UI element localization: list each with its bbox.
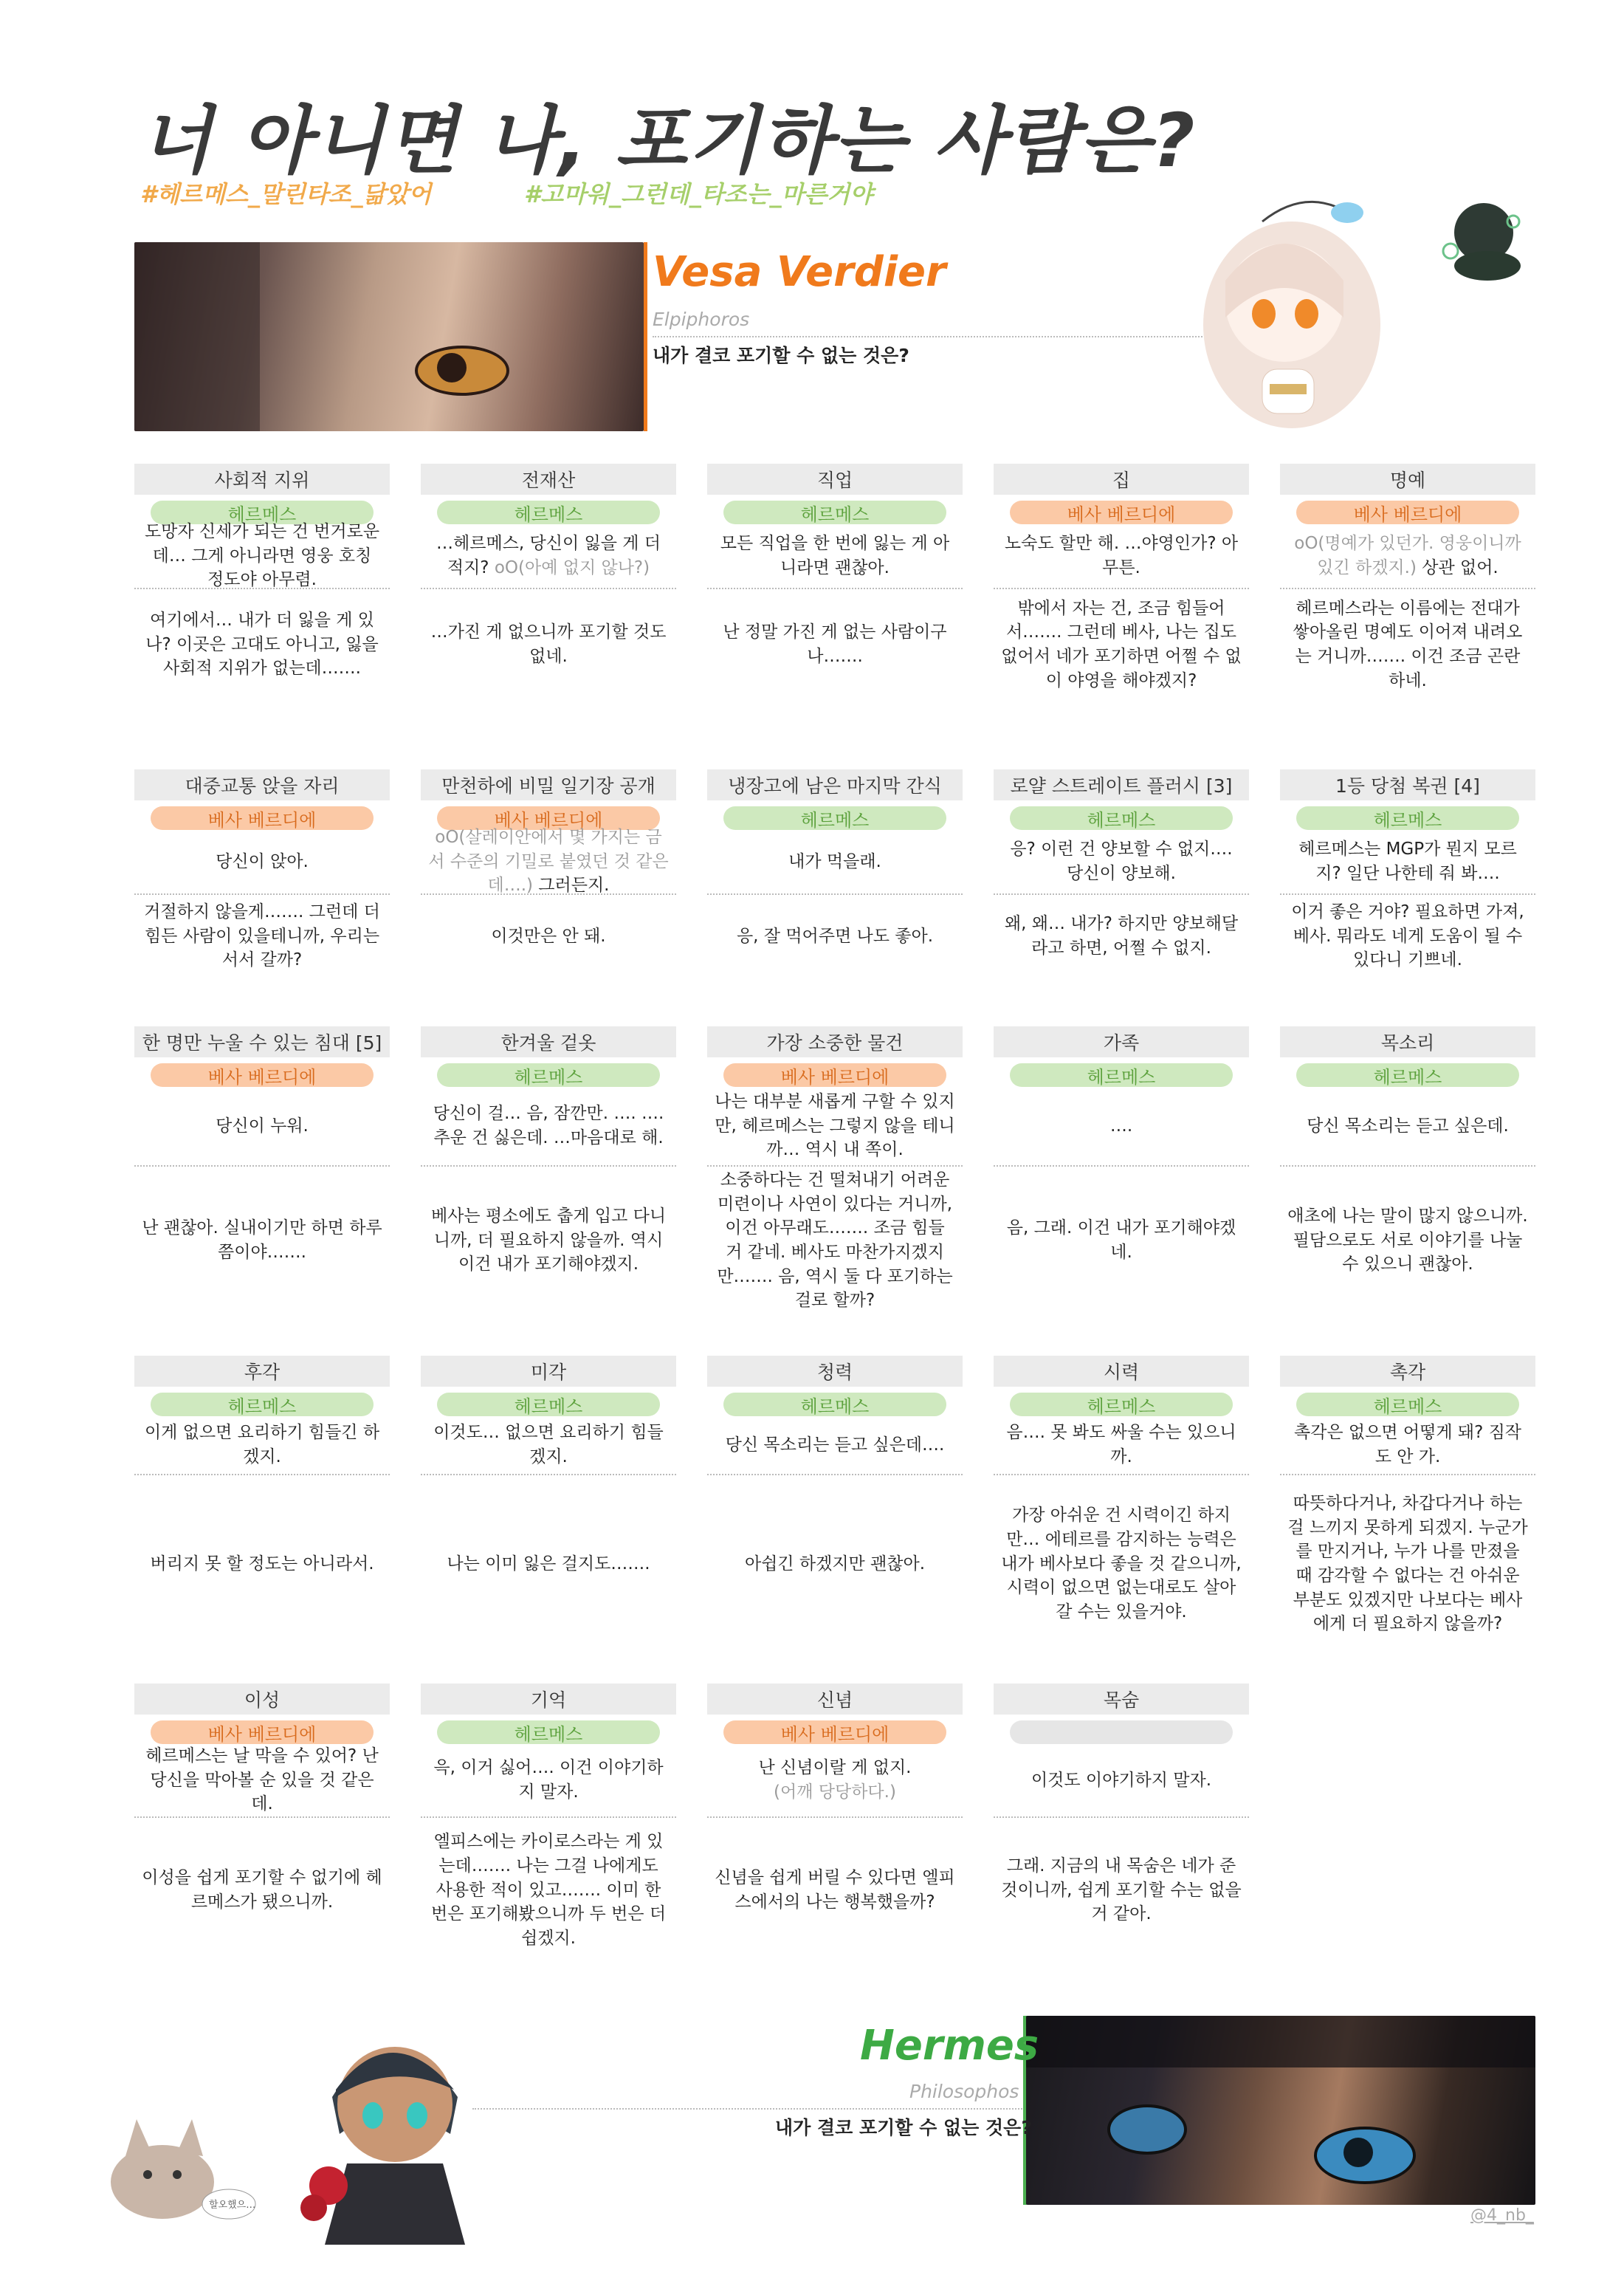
vesa-answer-text [428,1756,669,1804]
vesa-answer-text [759,1756,912,1804]
hermes-answer: 엘피스에는 카이로스라는 게 있는데……. 나는 그걸 나에게도 사용한 적이 있고……. 이미 한 번은 포기해봤으니까 두 번은 더 쉽겠지. [430,1832,667,1948]
speech-bubble-text: 할오했으… [209,2200,256,2211]
vesa-answer-line: 당신 목소리는 듣고 싶은데. [1307,1116,1509,1136]
vesa-answer [134,1744,390,1818]
vesa-answer [707,830,963,895]
hermes-answer: 이것만은 안 돼. [491,926,606,946]
card-category: 목숨 [994,1684,1249,1715]
vesa-answer-line: 헤르메스는 날 막을 수 있어? 난 당신을 막아볼 순 있을 것 같은데. [145,1746,379,1814]
card-category: 시력 [994,1356,1249,1387]
choice-card [421,769,676,978]
vesa-answer-text [142,1744,382,1816]
card-pick-badge: 베사 베르디에 [723,1720,946,1744]
choice-card [994,464,1249,700]
choice-card [707,1356,963,1653]
choice-card [994,769,1249,978]
vesa-answer-text [715,532,955,580]
hashtag-left: #헤르메스_말린타조_닮았어 [140,180,432,208]
hermes-title: Philosophos [909,2081,1019,2102]
hermes-answer: 따뜻하다거나, 차갑다거나 하는 걸 느끼지 못하게 되겠지. 누군가를 만지거나, 누가 나를 만졌을 때 감각할 수 없다는 건 아쉬운 부분도 있겠지만 나보다는 베사에게 더 필요하지 않을까? [1287,1494,1528,1634]
card-category: 미각 [421,1356,676,1387]
choice-card [421,1684,676,1963]
vesa-answer-text [1110,1114,1132,1139]
vesa-chibi-illustration [1181,192,1432,436]
choice-card [1280,769,1535,978]
card-pick-badge: 헤르메스 [1296,806,1519,830]
vesa-answer-line: 나는 대부분 새롭게 구할 수 있지만, 헤르메스는 그렇지 않을 테니까… 역시 내 쪽이. [715,1092,955,1160]
page-title: 너 아니면 나, 포기하는 사람은? [140,97,1197,184]
vesa-answer-text [142,520,382,592]
hermes-answer: 이거 좋은 거야? 필요하면 가져, 베사. 뭐라도 네게 도움이 될 수 있다니 기쁘네. [1291,902,1524,970]
hermes-answer: 아쉽긴 하겠지만 괜찮아. [744,1554,926,1574]
card-pick-badge: 헤르메스 [437,1063,660,1087]
vesa-answer-text [1307,1114,1509,1139]
choice-card [134,769,390,978]
vesa-divider [653,336,1211,337]
vesa-answer [1280,1087,1535,1167]
vesa-answer-line: 당신이 누워. [216,1116,309,1136]
choice-card [421,464,676,700]
vesa-answer-line: 음…. 못 봐도 싸울 수는 있으니까. [1006,1423,1236,1466]
hermes-answer: 응, 잘 먹어주면 나도 좋아. [736,926,934,946]
vesa-inner-thought: oO(아예 없지 않나?) [489,558,650,577]
card-pick-badge: 헤르메스 [437,1720,660,1744]
vesa-answer [707,1744,963,1818]
card-category: 기억 [421,1684,676,1715]
vesa-answer-line: …헤르메스, 당신이 잃을 게 더 적지? [436,534,661,577]
vesa-answer [1280,830,1535,895]
card-pick-badge: 헤르메스 [723,501,946,524]
vesa-answer-text [715,1090,955,1162]
card-pick-badge: 헤르메스 [723,806,946,830]
card-category: 가족 [994,1026,1249,1057]
hermes-answer: 버리지 못 할 정도는 아니라서. [150,1554,374,1574]
vesa-answer-text [1001,837,1242,885]
card-pick-badge: 베사 베르디에 [1296,501,1519,524]
vesa-answer [707,1087,963,1167]
vesa-answer-line: 당신 목소리는 듣고 싶은데…. [725,1435,945,1455]
vesa-answer [134,1087,390,1167]
hermes-answer: 소중하다는 건 떨쳐내기 어려운 미련이나 사연이 있다는 거니까, 이건 아무래도……. 조금 힘들 거 같네. 베사도 마찬가지겠지만……. 음, 역시 둘 다 포기하는 걸로 할까? [717,1170,953,1311]
card-category: 후각 [134,1356,390,1387]
card-category: 로얄 스트레이트 플러시 [3] [994,769,1249,800]
vesa-answer-text [428,532,669,580]
vesa-answer [1280,524,1535,589]
choice-card [1280,1026,1535,1314]
hermes-answer: 신념을 쉽게 버릴 수 있다면 엘피스에서의 나는 행복했을까? [715,1868,955,1912]
hermes-answer: 난 괜찮아. 실내이기만 하면 하루쯤이야……. [142,1218,382,1262]
card-pick-badge: 베사 베르디에 [151,1063,374,1087]
vesa-answer-text [1287,1421,1528,1469]
card-category: 한 명만 누울 수 있는 침대 [5] [134,1026,390,1057]
choice-card [707,1684,963,1963]
vesa-answer-text [1031,1768,1211,1793]
hermes-answer: 거절하지 않을게……. 그런데 더 힘든 사람이 있을테니까, 우리는 서서 갈까? [144,902,380,970]
vesa-accent-bar [644,242,647,431]
choice-card [134,1684,390,1963]
hermes-chibi-illustration [281,1986,502,2252]
card-pick-badge: 헤르메스 [1010,806,1233,830]
card-category: 한겨울 겉옷 [421,1026,676,1057]
card-category: 이성 [134,1684,390,1715]
card-category: 촉각 [1280,1356,1535,1387]
hermes-answer: 애초에 나는 말이 많지 않으니까. 필담으로도 서로 이야기를 나눌 수 있으니 괜찮아. [1287,1207,1528,1274]
vesa-answer [707,1416,963,1475]
hermes-divider [472,2108,1022,2110]
vesa-answer-line: 노숙도 할만 해. …야영인가? 아무튼. [1004,534,1239,577]
card-pick-badge: 헤르메스 [1010,1063,1233,1087]
choice-card [134,464,390,700]
vesa-answer-line: 이것도… 없으면 요리하기 힘들겠지. [433,1423,664,1466]
card-pick-badge: 베사 베르디에 [437,806,660,830]
vesa-answer-line: …. [1109,1116,1133,1136]
hermes-answer: 난 정말 가진 게 없는 사람이구나……. [723,622,947,666]
vesa-answer-text [1001,532,1242,580]
card-category: 냉장고에 남은 마지막 간식 [707,769,963,800]
card-category: 만천하에 비밀 일기장 공개 [421,769,676,800]
vesa-answer [134,1416,390,1475]
card-pick-badge: 베사 베르디에 [151,806,374,830]
vesa-eyes-illustration [134,242,644,431]
vesa-answer-line: 윽, 이거 싫어…. 이건 이야기하지 말자. [433,1758,664,1802]
vesa-answer-line: 이것도 이야기하지 말자. [1031,1770,1212,1790]
vesa-answer [421,830,676,895]
card-category: 1등 당첨 복권 [4] [1280,769,1535,800]
vesa-answer [994,524,1249,589]
hashtag-right: #고마워_그런데_타조는_마른거야 [524,180,873,208]
hermes-question: 내가 결코 포기할 수 없는 것은? [775,2117,1032,2138]
vesa-answer-text [216,850,309,874]
card-pick-badge: 헤르메스 [437,501,660,524]
vesa-answer-line: 도망자 신세가 되는 건 번거로운데… 그게 아니라면 영웅 호칭 정도야 아무렴. [144,522,380,590]
card-category: 가장 소중한 물건 [707,1026,963,1057]
card-pick-badge: 헤르메스 [437,1393,660,1416]
hermes-answer: 이성을 쉽게 포기할 수 없기에 헤르메스가 됐으니까. [142,1868,382,1912]
vesa-answer [421,1087,676,1167]
vesa-answer-text [1001,1421,1242,1469]
card-category: 명예 [1280,464,1535,495]
artist-credit: @4_nb_ [1470,2206,1534,2225]
vesa-inner-thought: oO(살레이안에서 몇 가지는 금서 수준의 기밀로 붙였던 것 같은데….) [428,828,669,896]
choice-card [707,464,963,700]
vesa-answer [994,1416,1249,1475]
hermes-answer: 그래. 지금의 내 목숨은 네가 준 것이니까, 쉽게 포기할 수는 없을 거 같아. [1001,1856,1242,1924]
card-pick-badge: 베사 베르디에 [151,1720,374,1744]
choice-card [134,1026,390,1314]
hermes-name: Hermes [860,2022,1039,2070]
card-pick-badge: 헤르메스 [723,1393,946,1416]
hermes-answer: 베사는 평소에도 춥게 입고 다니니까, 더 필요하지 않을까. 역시 이건 내가 포기해야겠지. [430,1207,667,1274]
vesa-answer-line: 헤르메스는 MGP가 뭔지 모르지? 일단 나한테 줘 봐…. [1298,840,1517,883]
vesa-answer [1280,1416,1535,1475]
card-pick-badge: 헤르메스 [151,1393,374,1416]
vesa-answer-text [428,826,669,898]
card-category: 직업 [707,464,963,495]
vesa-answer-line: 이게 없으면 요리하기 힘들긴 하겠지. [144,1423,380,1466]
card-category: 사회적 지위 [134,464,390,495]
card-pick-badge: 헤르메스 [1296,1393,1519,1416]
choice-card [707,769,963,978]
card-category: 청력 [707,1356,963,1387]
vesa-answer-line: 모든 직업을 한 번에 잃는 게 아니라면 괜찮아. [720,534,950,577]
choice-card [994,1684,1249,1963]
vesa-answer [134,830,390,895]
vesa-answer-text [1287,837,1528,885]
vesa-answer [994,830,1249,895]
choice-card [421,1356,676,1653]
vesa-answer-line: 응? 이런 건 양보할 수 없지…. 당신이 양보해. [1010,840,1233,883]
choice-card [134,1356,390,1653]
card-pick-badge: 헤르메스 [1010,1393,1233,1416]
vesa-answer-text [1287,532,1528,580]
vesa-answer-line: 내가 먹을래. [788,851,881,871]
vesa-answer-text [216,1114,309,1139]
hermes-answer: 왜, 왜… 내가? 하지만 양보해달라고 하면, 어쩔 수 없지. [1004,914,1239,958]
vesa-answer-line: 난 신념이랄 게 없지. [758,1758,912,1778]
vesa-question: 내가 결코 포기할 수 없는 것은? [653,345,909,366]
vesa-answer-line: 그러든지. [533,876,610,896]
vesa-title: Elpiphoros [653,309,750,330]
vesa-answer [421,1744,676,1818]
choice-card [994,1356,1249,1653]
hermes-answer: 여기에서… 내가 더 잃을 게 있나? 이곳은 고대도 아니고, 잃을 사회적 지위가 없는데……. [145,611,379,679]
hermes-answer: 밖에서 자는 건, 조금 힘들어서……. 그런데 베사, 나는 집도 없어서 네가 포기하면 어쩔 수 없이 야영을 해야겠지? [1001,598,1242,690]
hermes-eyes-illustration [1026,2016,1535,2205]
vesa-answer-text [428,1102,669,1150]
hermes-answer: 가장 아쉬운 건 시력이긴 하지만… 에테르를 감지하는 능력은 내가 베사보다 좋을 것 같으니까, 시력이 없으면 없는대로도 살아갈 수는 있을거야. [1001,1506,1242,1621]
vesa-inner-thought: (어깨 당당하다.) [774,1782,896,1802]
vesa-name: Vesa Verdier [653,248,946,296]
hermes-answer: 나는 이미 잃은 걸지도……. [447,1554,650,1574]
vesa-inner-thought: oO(명예가 있던가. 영웅이니까 있긴 하겠지.) [1294,534,1521,577]
card-pick-badge: 헤르메스 [1296,1063,1519,1087]
card-category: 집 [994,464,1249,495]
card-category: 목소리 [1280,1026,1535,1057]
vesa-answer [707,524,963,589]
card-pick-badge: 베사 베르디에 [1010,501,1233,524]
vesa-answer-text [428,1421,669,1469]
card-category: 신념 [707,1684,963,1715]
vesa-answer-line: 상관 없어. [1416,558,1499,577]
vesa-answer-text [142,1421,382,1469]
choice-card [994,1026,1249,1314]
hermes-answer: 음, 그래. 이건 내가 포기해야겠네. [1006,1218,1236,1262]
choice-card [1280,464,1535,700]
vesa-answer [134,524,390,589]
hermes-small-sprite-illustration [1428,185,1532,288]
vesa-answer-line: 당신이 앉아. [216,851,309,871]
vesa-answer [994,1087,1249,1167]
card-category: 대중교통 앉을 자리 [134,769,390,800]
vesa-answer-text [788,850,881,874]
vesa-answer-line: 당신이 걸… 음, 잠깐만. …. …. 추운 건 싫은데. …마음대로 해. [433,1104,664,1147]
hermes-answer: …가진 게 없으니까 포기할 것도 없네. [430,622,667,666]
card-pick-badge: 헤르메스 [151,501,374,524]
choice-card [421,1026,676,1314]
card-pick-badge [1010,1720,1233,1744]
vesa-answer [421,1416,676,1475]
card-pick-badge: 베사 베르디에 [723,1063,946,1087]
vesa-answer-text [726,1433,945,1458]
vesa-answer [994,1744,1249,1818]
hermes-answer: 헤르메스라는 이름에는 전대가 쌓아올린 명예도 이어져 내려오는 거니까……. 이건 조금 곤란하네. [1293,598,1523,690]
choice-card [707,1026,963,1314]
choice-card [1280,1356,1535,1653]
card-category: 전재산 [421,464,676,495]
vesa-answer-line: 촉각은 없으면 어떻게 돼? 짐작도 안 가. [1293,1423,1522,1466]
vesa-answer [421,524,676,589]
